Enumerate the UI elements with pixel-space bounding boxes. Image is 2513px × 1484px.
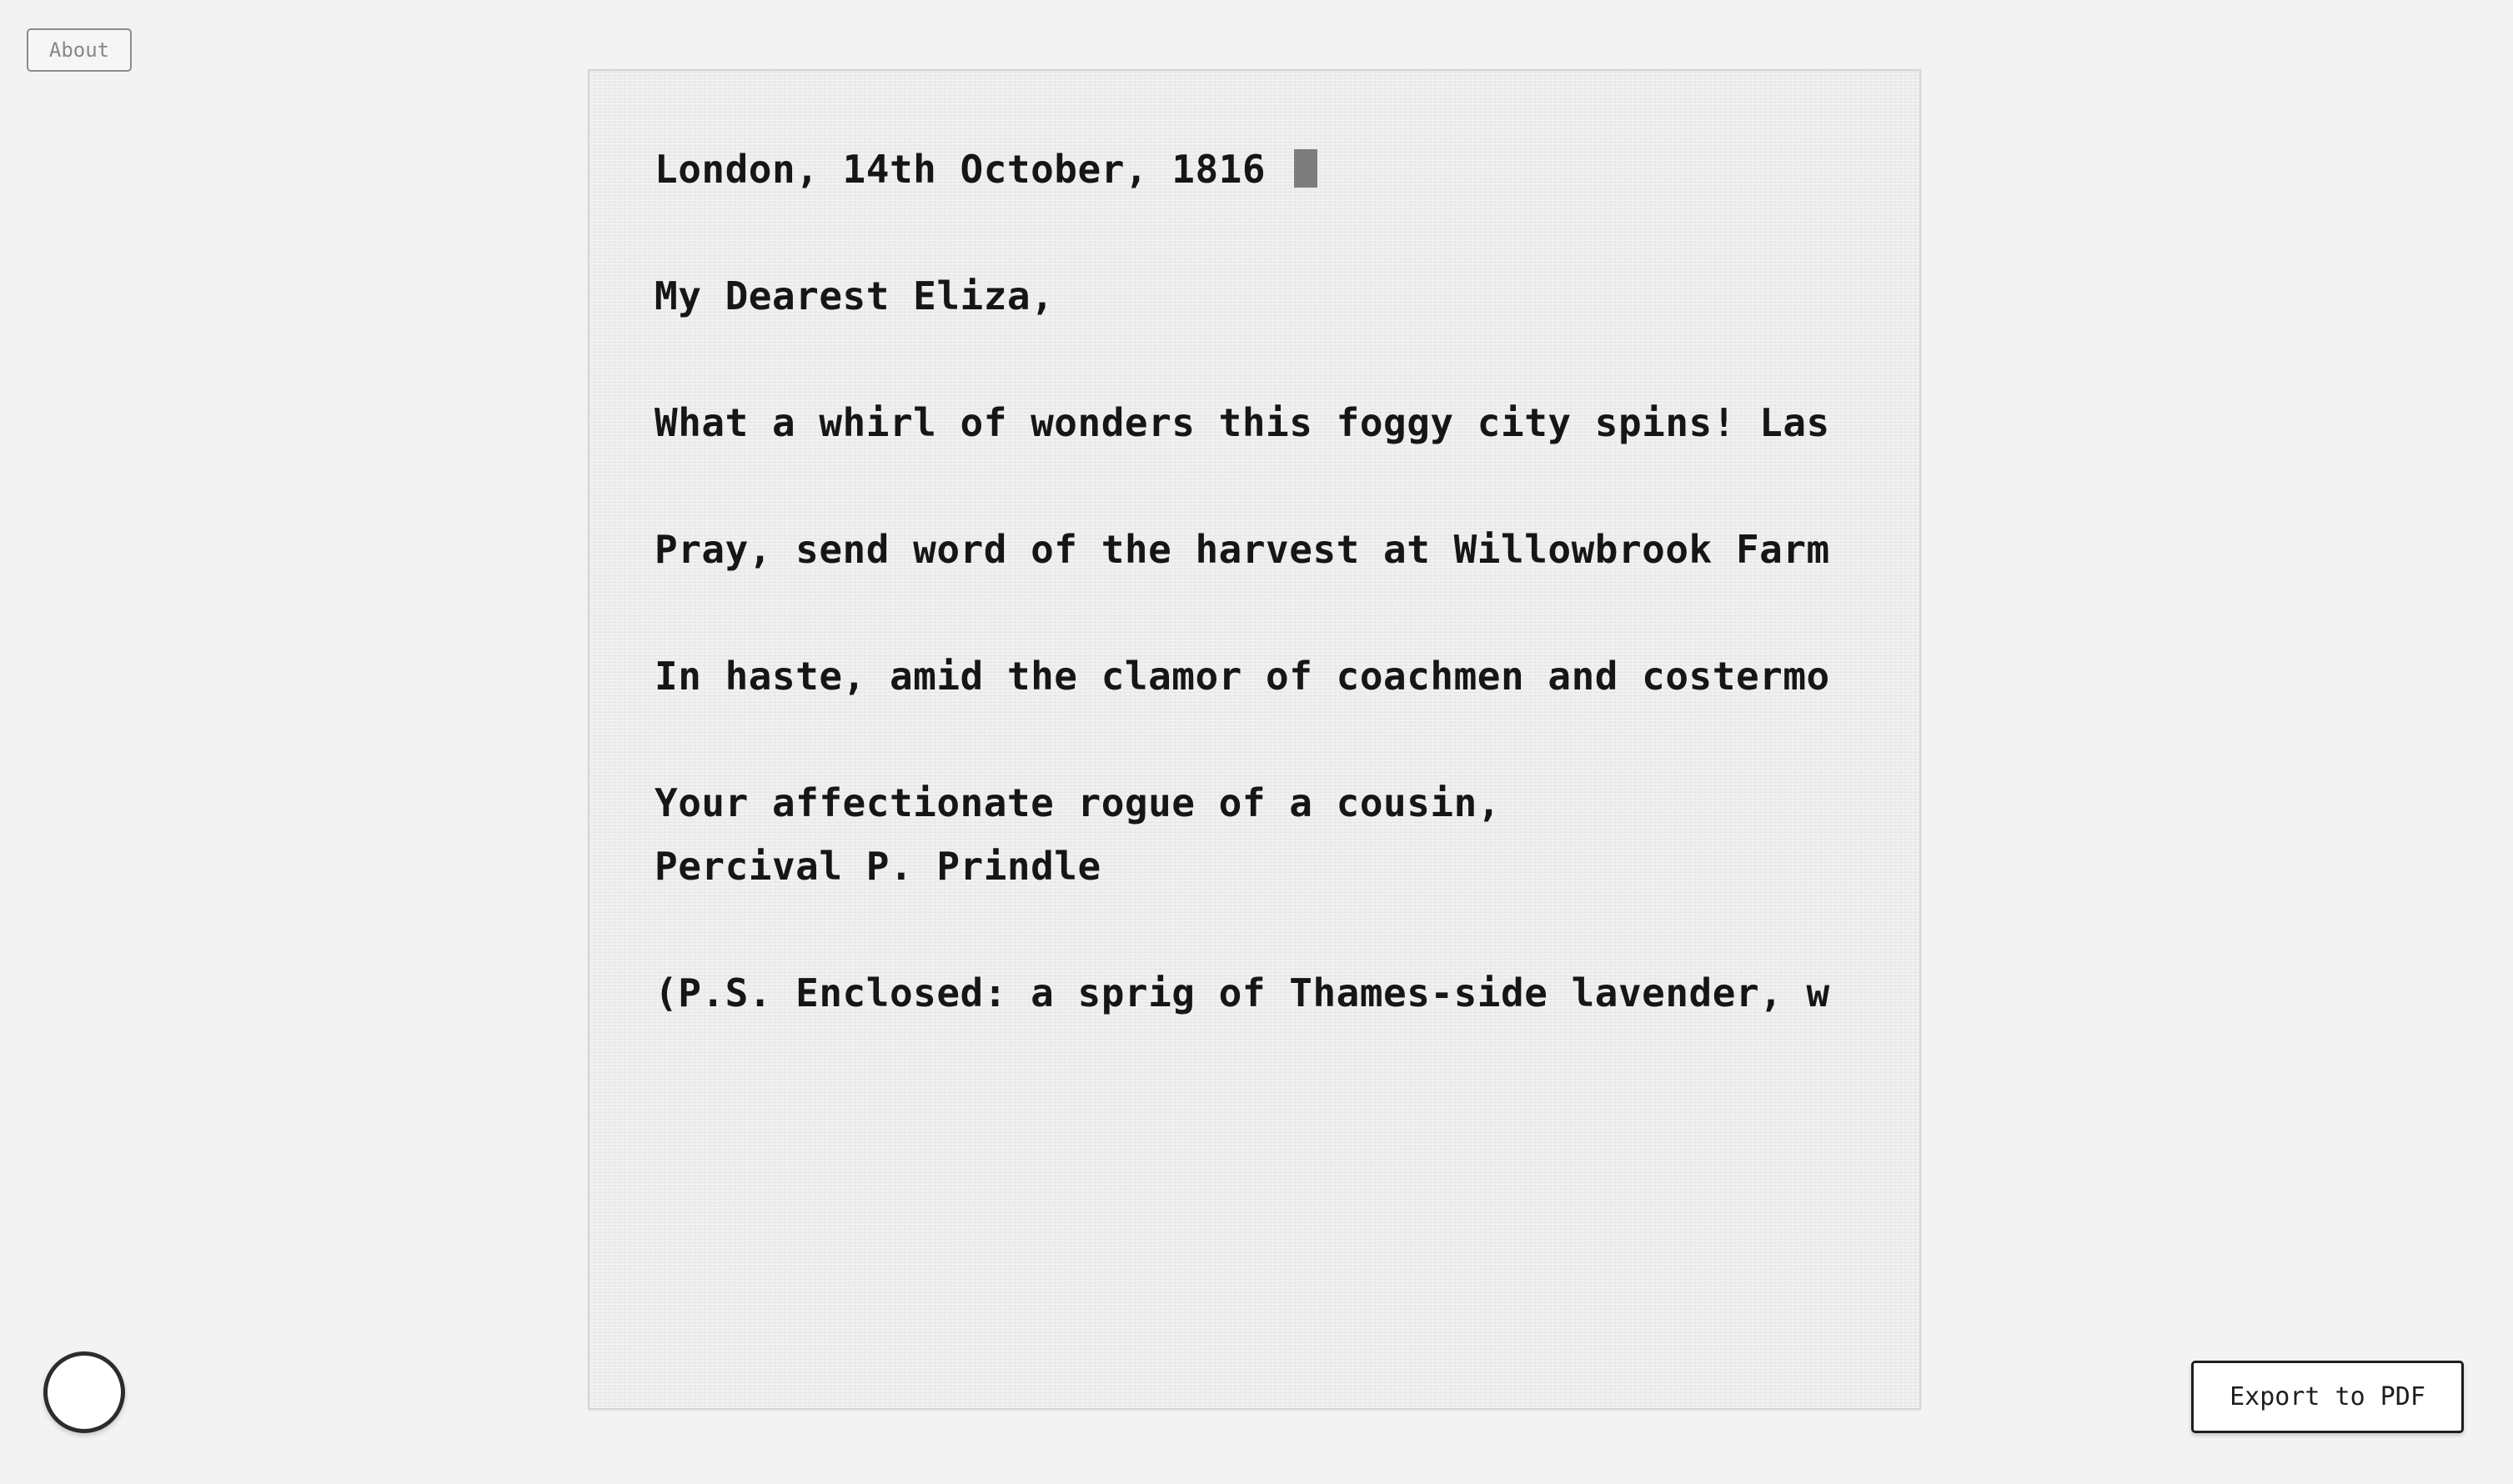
blank-line	[655, 201, 1857, 264]
text-line-date	[655, 138, 1857, 201]
closing-line: Your affectionate rogue of a cousin,	[655, 780, 1501, 825]
blank-line	[655, 454, 1857, 518]
date-line: London, 14th October, 1816	[655, 147, 1267, 192]
about-button[interactable]: About	[27, 28, 132, 72]
salutation-line: My Dearest Eliza,	[655, 273, 1055, 318]
document-text[interactable]	[655, 138, 1857, 1025]
export-pdf-button[interactable]: Export to PDF	[2191, 1361, 2464, 1433]
body-line: In haste, amid the clamor of coachmen and costermo	[655, 654, 1830, 699]
blank-line	[655, 708, 1857, 771]
text-cursor	[1294, 149, 1317, 188]
blank-line	[655, 581, 1857, 644]
postscript-line: (P.S. Enclosed: a sprig of Thames-side lavender, w	[655, 970, 1830, 1015]
blank-line	[655, 328, 1857, 391]
body-line: What a whirl of wonders this foggy city spins! Las	[655, 400, 1830, 445]
paper-sheet[interactable]	[588, 69, 1921, 1410]
signature-line: Percival P. Prindle	[655, 844, 1101, 889]
blank-line	[655, 898, 1857, 961]
body-line: Pray, send word of the harvest at Willowbrook Farm	[655, 527, 1830, 572]
circle-button[interactable]	[43, 1351, 125, 1433]
